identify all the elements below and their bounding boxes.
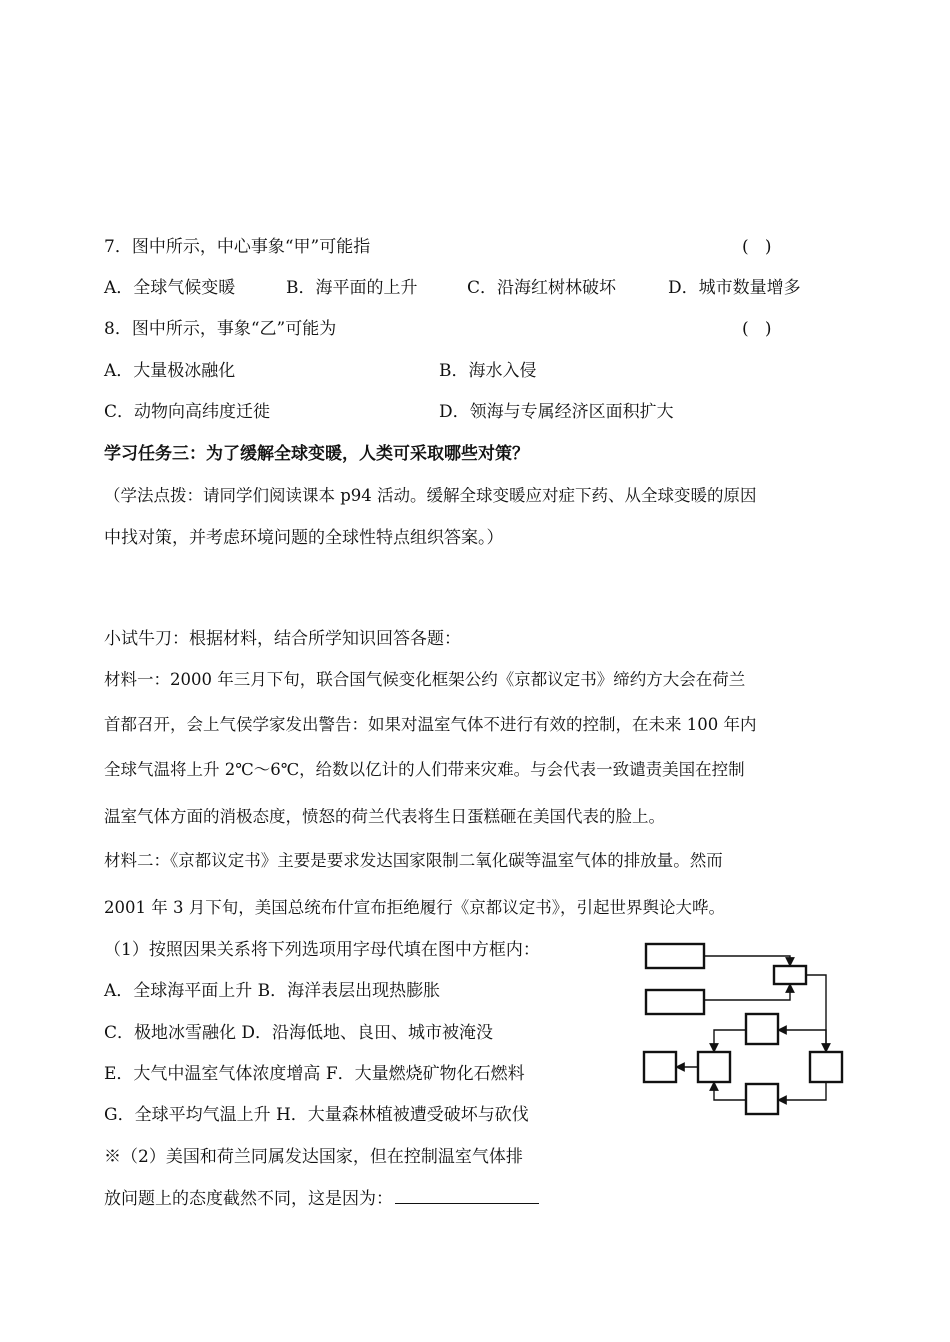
q7-stem: 7．图中所示，中心事象“甲”可能指 <box>104 237 371 257</box>
diagram-box-top-left[interactable] <box>646 944 704 968</box>
sub2-line1: ※（2）美国和荷兰同属发达国家，但在控制温室气体排 <box>104 1147 523 1167</box>
sub2-line2 <box>104 1185 539 1211</box>
diagram-arrow <box>704 984 790 1000</box>
sub1-option-line: G．全球平均气温上升 H．大量森林植被遭受破坏与砍伐 <box>104 1105 529 1125</box>
q8-stem: 8．图中所示，事象“乙”可能为 <box>104 319 337 339</box>
q7-option-b: B．海平面的上升 <box>286 278 418 298</box>
diagram-box-center-top[interactable] <box>746 1014 778 1044</box>
diagram-arrow <box>714 1082 746 1100</box>
sub1-option-line: E．大气中温室气体浓度增高 F．大量燃烧矿物化石燃料 <box>104 1064 525 1084</box>
material1-line: 材料一：2000 年三月下旬，联合国气候变化框架公约《京都议定书》缔约方大会在荷兰 <box>104 670 746 689</box>
q7-answer-paren: ( ) <box>742 237 772 257</box>
diagram-box-bottom[interactable] <box>746 1084 778 1114</box>
diagram-arrow <box>704 956 790 966</box>
q7-option-d: D．城市数量增多 <box>668 278 801 298</box>
q8-option-a: A．大量极冰融化 <box>104 361 236 381</box>
diagram-arrow <box>778 1030 826 1052</box>
task3-hint-line1: （学法点拨：请同学们阅读课本 p94 活动。缓解全球变暖应对症下药、从全球变暖的原因 <box>104 486 757 505</box>
diagram-arrow <box>778 1082 826 1100</box>
material1-line: 首都召开，会上气侯学家发出警告：如果对温室气体不进行有效的控制，在未来 100 年内 <box>104 715 757 734</box>
task3-title: 学习任务三：为了缓解全球变暖，人类可采取哪些对策？ <box>104 444 529 464</box>
sub1-prompt: （1）按照因果关系将下列选项用字母代填在图中方框内： <box>104 940 540 960</box>
answer-blank[interactable] <box>395 1185 539 1204</box>
q7-option-a: A．全球气候变暖 <box>104 278 236 298</box>
sub1-option-line: C．极地冰雪融化 D．沿海低地、良田、城市被淹没 <box>104 1023 494 1043</box>
diagram-box-right[interactable] <box>810 1052 842 1082</box>
q8-option-c: C．动物向高纬度迁徙 <box>104 402 271 422</box>
cause-effect-diagram <box>640 940 850 1120</box>
material2-line: 2001 年 3 月下旬，美国总统布什宣布拒绝履行《京都议定书》，引起世界舆论大哗。 <box>104 898 725 917</box>
diagram-box-mid-left[interactable] <box>646 990 704 1014</box>
material2-line: 材料二：《京都议定书》主要是要求发达国家限制二氧化碳等温室气体的排放量。然而 <box>104 851 723 870</box>
sub1-option-line: A．全球海平面上升 B．海洋表层出现热膨胀 <box>104 981 441 1001</box>
q7-option-c: C．沿海红树林破坏 <box>467 278 617 298</box>
sub2-line2-text: 放问题上的态度截然不同，这是因为： <box>104 1189 393 1209</box>
material1-line: 温室气体方面的消极态度，愤怒的荷兰代表将生日蛋糕砸在美国代表的脸上。 <box>104 807 665 826</box>
q8-option-d: D．领海与专属经济区面积扩大 <box>439 402 674 422</box>
diagram-arrow <box>714 1030 746 1052</box>
diagram-box-top-right[interactable] <box>774 966 806 984</box>
practice-intro: 小试牛刀：根据材料，结合所学知识回答各题： <box>104 629 461 649</box>
diagram-box-left[interactable] <box>698 1052 730 1082</box>
diagram-arrow <box>806 975 826 1052</box>
q8-option-b: B．海水入侵 <box>439 361 537 381</box>
q8-answer-paren: ( ) <box>742 319 772 339</box>
material1-line: 全球气温将上升 2℃～6℃，给数以亿计的人们带来灾难。与会代表一致谴责美国在控制 <box>104 760 745 779</box>
task3-hint-line2: 中找对策，并考虑环境问题的全球性特点组织答案。） <box>104 528 504 548</box>
diagram-box-far-left[interactable] <box>644 1052 676 1082</box>
